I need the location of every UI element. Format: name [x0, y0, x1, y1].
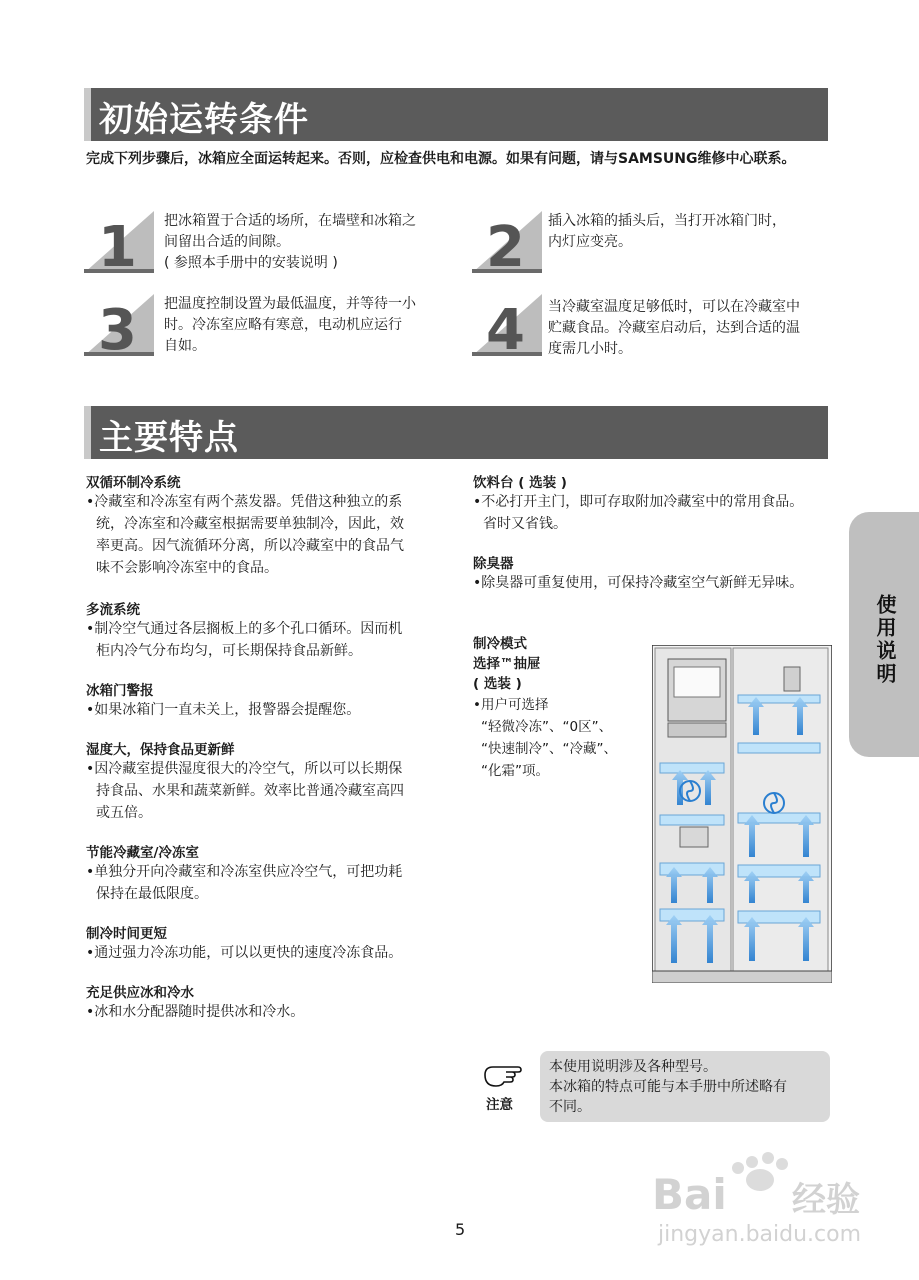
feature-block — [86, 922, 456, 964]
step-line: 度需几小时。 — [548, 341, 632, 357]
step-4-text — [548, 297, 838, 360]
feature-line: •通过强力冷冻功能，可以以更快的速度冷冻食品。 — [86, 945, 403, 961]
feature-line: “化霜”项。 — [481, 763, 549, 779]
feature-line: •如果冰箱门一直未关上，报警器会提醒您。 — [86, 702, 361, 718]
feature-line: •冷藏室和冷冻室有两个蒸发器。凭借这种独立的系 — [86, 494, 403, 510]
feature-block — [86, 598, 456, 662]
feature-line: 省时又省钱。 — [483, 516, 567, 532]
banner-stripe — [84, 88, 91, 141]
section-banner-initial-operation — [84, 88, 828, 141]
watermark-brand-suffix: 经验 — [792, 1180, 860, 1220]
pointing-hand-icon — [482, 1063, 524, 1089]
feature-heading: 冰箱门警报 — [86, 683, 154, 699]
step-number-graphic — [84, 211, 154, 273]
feature-heading: 制冷时间更短 — [86, 926, 167, 942]
banner-stripe — [84, 406, 91, 459]
step-line: 把温度控制设置为最低温度，并等待一小 — [164, 296, 416, 312]
feature-block — [86, 738, 456, 824]
watermark-url: jingyan.baidu.com — [658, 1222, 862, 1247]
watermark-brand: Bai — [652, 1170, 727, 1219]
cooling-mode-feature — [473, 634, 643, 782]
step-number: 3 — [98, 298, 137, 356]
step-2-text — [548, 211, 833, 253]
refrigerator-airflow-illustration — [652, 645, 832, 983]
step-4 — [472, 294, 542, 360]
feature-heading: 选择™抽屉 — [473, 656, 541, 672]
feature-line: •除臭器可重复使用，可保持冷藏室空气新鲜无异味。 — [473, 575, 804, 591]
feature-line: 味不会影响冷冻室中的食品。 — [96, 560, 278, 576]
feature-heading: 湿度大，保持食品更新鲜 — [86, 742, 235, 758]
feature-line: •不必打开主门，即可存取附加冷藏室中的常用食品。 — [473, 494, 804, 510]
section-banner-main-features — [84, 406, 828, 459]
note-label: 注意 — [486, 1097, 513, 1113]
feature-line: “轻微冷冻”、“0区”、 — [481, 719, 613, 735]
step-number-graphic — [472, 294, 542, 356]
feature-line: 柜内冷气分布均匀，可长期保持食品新鲜。 — [96, 643, 362, 659]
step-2 — [472, 211, 542, 277]
note-line: 不同。 — [549, 1099, 591, 1115]
feature-heading: ( 选装 ) — [473, 676, 522, 692]
feature-heading: 双循环制冷系统 — [86, 475, 181, 491]
step-1-text — [164, 211, 454, 274]
feature-line: “快速制冷”、“冷藏”、 — [481, 741, 617, 757]
feature-line: •制冷空气通过各层搁板上的多个孔口循环。因而机 — [86, 621, 403, 637]
step-line: 内灯应变亮。 — [548, 234, 632, 250]
feature-line: 持食品、水果和蔬菜新鲜。效率比普通冷藏室高四 — [96, 783, 404, 799]
feature-line: 保持在最低限度。 — [96, 886, 208, 902]
feature-line: 统，冷冻室和冷藏室根据需要单独制冷，因此，效 — [96, 516, 404, 532]
side-tab-usage-instructions[interactable] — [849, 512, 919, 757]
baidu-watermark — [652, 1150, 862, 1247]
feature-heading: 多流系统 — [86, 602, 140, 618]
feature-heading: 节能冷藏室/冷冻室 — [86, 845, 199, 861]
feature-line: •因冷藏室提供湿度很大的冷空气，所以可以长期保 — [86, 761, 403, 777]
note-line: 本冰箱的特点可能与本手册中所述略有 — [549, 1079, 787, 1095]
feature-block — [86, 981, 456, 1023]
feature-heading: 制冷模式 — [473, 636, 527, 652]
note-line: 本使用说明涉及各种型号。 — [549, 1059, 717, 1075]
step-number-graphic — [472, 211, 542, 273]
feature-line: •冰和水分配器随时提供冰和冷水。 — [86, 1004, 305, 1020]
features-left-column — [86, 471, 456, 1023]
step-number: 4 — [486, 298, 525, 356]
side-tab-label: 使用说明 — [873, 594, 897, 686]
step-number: 1 — [98, 215, 137, 273]
section-title: 主要特点 — [99, 418, 239, 458]
step-1 — [84, 211, 154, 277]
note-callout — [482, 1063, 524, 1113]
step-line: 贮藏食品。冷藏室启动后，达到合适的温 — [548, 320, 800, 336]
step-number: 2 — [486, 215, 525, 273]
step-line: 插入冰箱的插头后，当打开冰箱门时， — [548, 213, 786, 229]
feature-line: •单独分开向冷藏室和冷冻室供应冷空气，可把功耗 — [86, 864, 403, 880]
step-line: 把冰箱置于合适的场所，在墙壁和冰箱之 — [164, 213, 416, 229]
intro-paragraph: 完成下列步骤后，冰箱应全面运转起来。否则，应检查供电和电源。如果有问题，请与SAMSUNG维修中心联系。 — [86, 151, 796, 167]
step-line: ( 参照本手册中的安装说明 ) — [164, 255, 338, 271]
feature-line: 率更高。因气流循环分离，所以冷藏室中的食品气 — [96, 538, 404, 554]
feature-line: 或五倍。 — [96, 805, 152, 821]
note-text — [549, 1057, 824, 1117]
step-3-text — [164, 294, 454, 357]
page-number: 5 — [455, 1220, 466, 1239]
feature-block — [86, 471, 456, 579]
feature-block — [86, 679, 456, 721]
feature-line: •用户可选择 — [473, 697, 549, 713]
feature-heading: 充足供应冰和冷水 — [86, 985, 194, 1001]
step-line: 间留出合适的间隙。 — [164, 234, 290, 250]
step-line: 自如。 — [164, 338, 206, 354]
feature-block — [473, 471, 838, 535]
feature-block — [86, 841, 456, 905]
step-line: 当冷藏室温度足够低时，可以在冷藏室中 — [548, 299, 800, 315]
step-3 — [84, 294, 154, 360]
section-title: 初始运转条件 — [99, 100, 309, 140]
feature-heading: 除臭器 — [473, 556, 514, 572]
step-number-graphic — [84, 294, 154, 356]
step-line: 时。冷冻室应略有寒意，电动机应运行 — [164, 317, 402, 333]
features-right-column — [473, 471, 838, 594]
feature-block — [473, 552, 838, 594]
feature-heading: 饮料台 ( 选装 ) — [473, 475, 567, 491]
note-box — [540, 1051, 830, 1122]
